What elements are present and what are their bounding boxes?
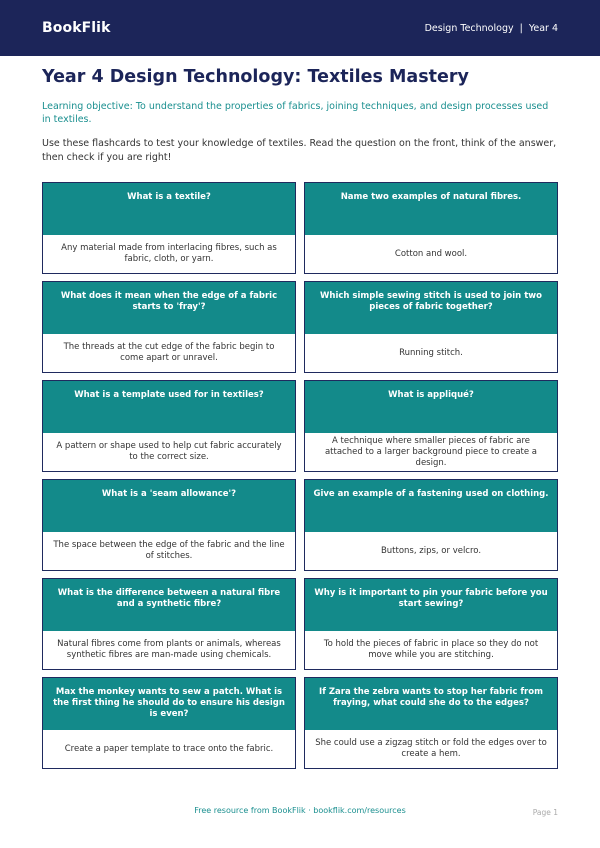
- flashcard[interactable]: [42, 380, 296, 472]
- flashcard-answer: Create a paper template to trace onto the fabric.: [43, 730, 295, 768]
- flashcard-question: If Zara the zebra wants to stop her fabric from fraying, what could she do to the edges?: [305, 678, 557, 730]
- flashcard[interactable]: [304, 182, 558, 274]
- flashcard[interactable]: [304, 677, 558, 769]
- flashcard[interactable]: [42, 479, 296, 571]
- year-label: Year 4: [528, 22, 558, 34]
- flashcard-answer: Buttons, zips, or velcro.: [305, 532, 557, 570]
- flashcard-grid: [42, 182, 558, 769]
- flashcard[interactable]: [42, 578, 296, 670]
- flashcard-question: Max the monkey wants to sew a patch. What is the first thing he should do to ensure his design is even?: [43, 678, 295, 730]
- flashcard-answer: The threads at the cut edge of the fabric begin to come apart or unravel.: [43, 334, 295, 372]
- page-title: Year 4 Design Technology: Textiles Mastery: [42, 67, 469, 87]
- flashcard[interactable]: [42, 281, 296, 373]
- flashcard-answer: A technique where smaller pieces of fabric are attached to a larger background piece to create a design.: [305, 433, 557, 471]
- flashcard-answer: Cotton and wool.: [305, 235, 557, 273]
- flashcard-question: What is a textile?: [43, 183, 295, 235]
- instructions: Use these flashcards to test your knowledge of textiles. Read the question on the front, think of the answer, then check if you are right!: [42, 138, 557, 163]
- footer-credit[interactable]: Free resource from BookFlik · bookflik.com/resources: [194, 806, 406, 815]
- flashcard[interactable]: [304, 578, 558, 670]
- learning-objective: Learning objective: To understand the properties of fabrics, joining techniques, and design processes used in textiles.: [42, 101, 549, 125]
- flashcard-question: Why is it important to pin your fabric before you start sewing?: [305, 579, 557, 631]
- flashcard-answer: She could use a zigzag stitch or fold the edges over to create a hem.: [305, 730, 557, 768]
- flashcard-answer: Natural fibres come from plants or animals, whereas synthetic fibres are man-made using chemicals.: [43, 631, 295, 669]
- flashcard-question: Give an example of a fastening used on clothing.: [305, 480, 557, 532]
- flashcard-answer: The space between the edge of the fabric and the line of stitches.: [43, 532, 295, 570]
- flashcard-question: Which simple sewing stitch is used to join two pieces of fabric together?: [305, 282, 557, 334]
- header-bar: [0, 0, 600, 56]
- subject-label: Design Technology: [424, 22, 514, 34]
- flashcard[interactable]: [304, 479, 558, 571]
- flashcard[interactable]: [42, 677, 296, 769]
- flashcard-question: What is appliqué?: [305, 381, 557, 433]
- flashcard[interactable]: [304, 380, 558, 472]
- flashcard-answer: Any material made from interlacing fibres, such as fabric, cloth, or yarn.: [43, 235, 295, 273]
- header-meta: [425, 23, 558, 34]
- flashcard-question: What is a 'seam allowance'?: [43, 480, 295, 532]
- flashcard-question: Name two examples of natural fibres.: [305, 183, 557, 235]
- brand-logo[interactable]: BookFlik: [42, 20, 111, 36]
- page-number: Page 1: [532, 808, 558, 817]
- flashcard-question: What is a template used for in textiles?: [43, 381, 295, 433]
- flashcard[interactable]: [304, 281, 558, 373]
- separator: |: [519, 22, 523, 34]
- flashcard-question: What is the difference between a natural fibre and a synthetic fibre?: [43, 579, 295, 631]
- flashcard-answer: Running stitch.: [305, 334, 557, 372]
- flashcard-question: What does it mean when the edge of a fabric starts to 'fray'?: [43, 282, 295, 334]
- flashcard-answer: A pattern or shape used to help cut fabric accurately to the correct size.: [43, 433, 295, 471]
- flashcard-answer: To hold the pieces of fabric in place so they do not move while you are stitching.: [305, 631, 557, 669]
- flashcard[interactable]: [42, 182, 296, 274]
